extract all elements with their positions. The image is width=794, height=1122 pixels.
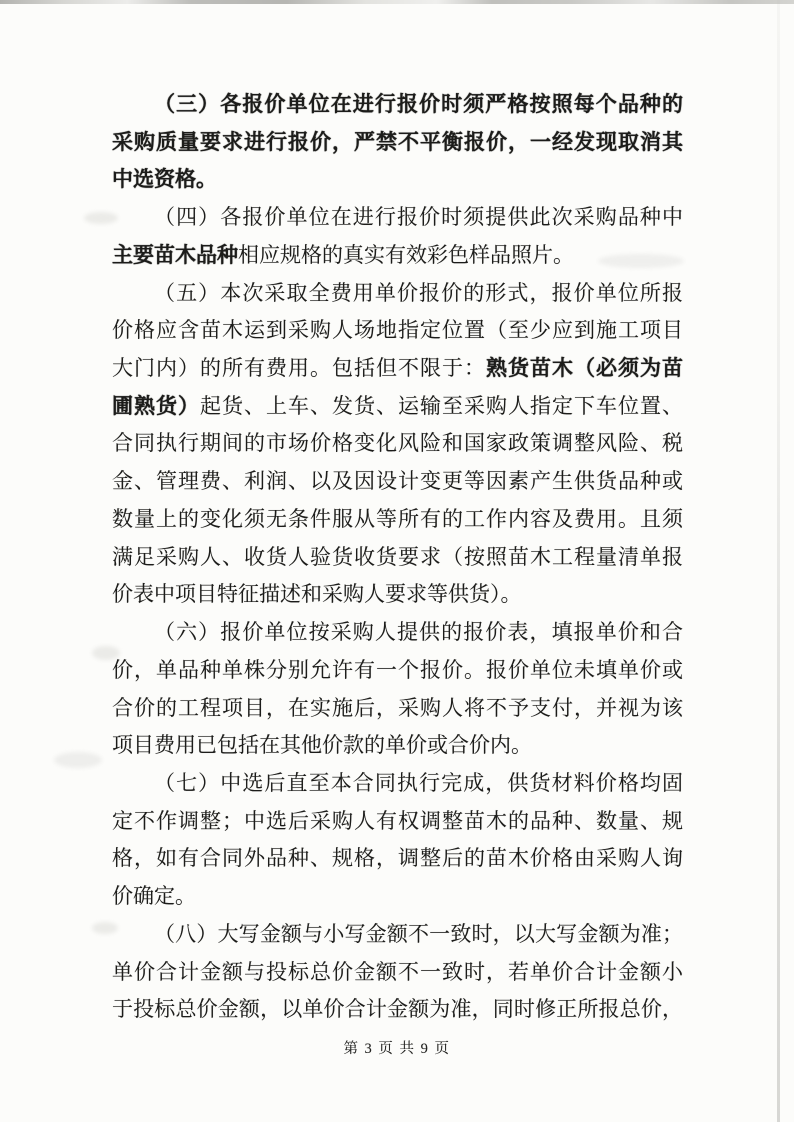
text-segment: 金、管理费、利润、以及因设计变更等因素产生供货品种或 xyxy=(112,469,683,494)
text-line xyxy=(112,727,683,765)
text-segment: 合价的工程项目，在实施后，采购人将不予支付，并视为该 xyxy=(112,695,683,720)
text-segment: （八）大写金额与小写金额不一致时，以大写金额为准； xyxy=(154,921,683,946)
text-segment: 相应规格的真实有效彩色样品照片。 xyxy=(238,242,574,267)
text-segment: 定不作调整；中选后采购人有权调整苗木的品种、数量、规 xyxy=(112,808,683,833)
text-line xyxy=(112,614,683,652)
page-footer xyxy=(0,1037,794,1058)
text-line xyxy=(112,312,683,350)
scan-artifact-right-edge xyxy=(777,0,780,1122)
text-segment: 主要苗木品种 xyxy=(112,242,238,267)
paragraph xyxy=(112,916,683,1029)
text-line xyxy=(112,161,683,199)
text-line xyxy=(112,86,683,124)
text-segment: 价，单品种单株分别允许有一个报价。报价单位未填单价或 xyxy=(112,657,683,682)
scan-smudge xyxy=(54,752,102,768)
paragraph xyxy=(112,86,683,199)
text-line xyxy=(112,237,683,275)
paragraph xyxy=(112,614,683,765)
text-segment: 合同执行期间的市场价格变化风险和国家政策调整风险、税 xyxy=(112,431,683,456)
text-segment: 价格应含苗木运到采购人场地指定位置（至少应到施工项目 xyxy=(112,318,683,343)
text-segment: 中选资格。 xyxy=(112,167,217,192)
text-line xyxy=(112,275,683,313)
text-segment: （七）中选后直至本合同执行完成，供货材料价格均固 xyxy=(154,770,683,795)
text-segment: 格，如有合同外品种、规格，调整后的苗木价格由采购人询 xyxy=(112,846,683,871)
text-segment: （三）各报价单位在进行报价时须严格按照每个品种的 xyxy=(154,92,683,116)
text-line xyxy=(112,350,683,388)
text-line xyxy=(112,576,683,614)
text-segment: （四）各报价单位在进行报价时须提供此次采购品种中 xyxy=(154,205,683,230)
text-line xyxy=(112,765,683,803)
text-line xyxy=(112,539,683,577)
text-line xyxy=(112,954,683,992)
text-line xyxy=(112,878,683,916)
text-segment: 满足采购人、收货人验货收货要求（按照苗木工程量清单报 xyxy=(112,544,683,569)
text-line xyxy=(112,388,683,426)
text-segment: 熟货苗木（必须为苗 xyxy=(486,356,683,381)
paragraph xyxy=(112,199,683,274)
text-segment: 大门内）的所有费用。包括但不限于： xyxy=(112,356,486,381)
text-segment: 数量上的变化须无条件服从等所有的工作内容及费用。且须 xyxy=(112,506,683,531)
paragraph xyxy=(112,275,683,614)
text-segment: 价确定。 xyxy=(112,884,196,909)
text-segment: 采购质量要求进行报价，严禁不平衡报价，一经发现取消其 xyxy=(112,129,683,154)
text-line xyxy=(112,916,683,954)
text-segment: 于投标总价金额，以单价合计金额为准，同时修正所报总价， xyxy=(112,997,683,1022)
text-line xyxy=(112,690,683,728)
text-line xyxy=(112,840,683,878)
text-line xyxy=(112,991,683,1029)
text-segment: 起货、上车、发货、运输至采购人指定下车位置、 xyxy=(200,393,683,418)
text-segment: 单价合计金额与投标总价金额不一致时，若单价合计金额小 xyxy=(112,959,683,984)
document-body xyxy=(112,86,683,1029)
text-line xyxy=(112,199,683,237)
text-line xyxy=(112,501,683,539)
text-segment: 项目费用已包括在其他价款的单价或合价内。 xyxy=(112,733,532,758)
text-segment: （六）报价单位按采购人提供的报价表，填报单价和合 xyxy=(154,620,683,645)
text-line xyxy=(112,803,683,841)
text-line xyxy=(112,652,683,690)
text-line xyxy=(112,124,683,162)
text-line xyxy=(112,463,683,501)
text-line xyxy=(112,425,683,463)
page-number: 第 3 页 共 9 页 xyxy=(343,1041,451,1057)
text-segment: 圃熟货） xyxy=(112,393,200,418)
text-segment: （五）本次采取全费用单价报价的形式，报价单位所报 xyxy=(154,280,683,305)
paragraph xyxy=(112,765,683,916)
text-segment: 价表中项目特征描述和采购人要求等供货）。 xyxy=(112,582,522,607)
scan-artifact-top-edge xyxy=(0,0,794,4)
